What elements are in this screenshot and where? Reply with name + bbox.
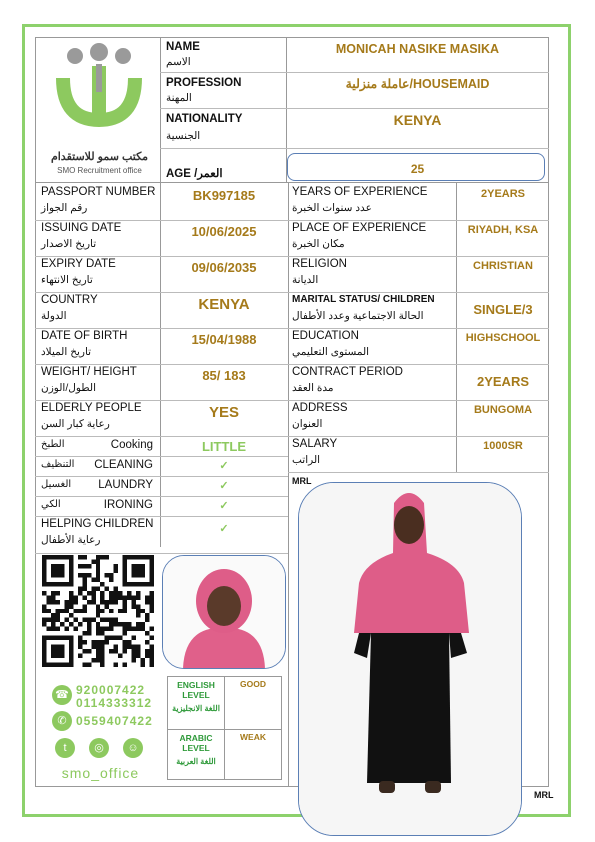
divider	[224, 676, 225, 780]
age-value: 25	[410, 162, 425, 176]
field-label-ar: مدة العقد	[292, 382, 334, 394]
divider	[35, 553, 288, 554]
divider	[288, 400, 549, 401]
field-label: CONTRACT PERIOD	[292, 366, 403, 378]
field-label-ar: مكان الخبرة	[292, 238, 345, 250]
divider	[35, 496, 288, 497]
field-value: CHRISTIAN	[473, 260, 533, 272]
field-label-ar: المستوى التعليمي	[292, 346, 370, 358]
divider	[35, 436, 288, 437]
field-label: EXPIRY DATE	[41, 258, 116, 270]
field-value: HIGHSCHOOL	[465, 332, 541, 344]
check-icon: ✓	[219, 460, 229, 472]
skill-label-en: LAUNDRY	[98, 479, 153, 491]
field-label: ISSUING DATE	[41, 222, 122, 234]
field-label: WEIGHT/ HEIGHT	[41, 366, 137, 378]
check-icon: ✓	[219, 523, 229, 535]
skill-label-en: CLEANING	[94, 459, 153, 471]
whatsapp-icon: ✆	[52, 711, 72, 731]
field-label: RELIGION	[292, 258, 347, 270]
language-label: ENGLISH LEVEL	[177, 680, 215, 700]
field-label-ar: عدد سنوات الخبرة	[292, 202, 372, 214]
divider	[288, 182, 289, 472]
language-label: ARABIC LEVEL	[179, 733, 213, 753]
field-label: COUNTRY	[41, 294, 98, 306]
phone-icon: ☎	[52, 685, 72, 705]
skill-label	[41, 499, 153, 511]
nationality-label-ar: الجنسية	[166, 130, 201, 142]
social-handle: smo_office	[61, 765, 140, 781]
field-value: BUNGOMA	[473, 404, 533, 416]
skill-label-ar: رعاية الأطفال	[41, 534, 101, 546]
language-label-ar: اللغة الانجليزية	[172, 704, 220, 713]
divider	[160, 72, 549, 73]
divider	[288, 472, 289, 786]
field-value: 1000SR	[483, 440, 523, 452]
skill-label-en: Cooking	[110, 439, 153, 451]
divider	[35, 516, 288, 517]
field-value: RIYADH, KSA	[467, 224, 539, 236]
skill-label	[41, 479, 153, 491]
profession-label: PROFESSION	[166, 77, 242, 89]
field-value: SINGLE/3	[473, 302, 533, 317]
field-label: ELDERLY PEOPLE	[41, 402, 142, 414]
name-label-ar: الاسم	[166, 56, 191, 68]
skill-label-ar: الغسيل	[41, 479, 72, 490]
whatsapp-number: 0559407422	[76, 714, 153, 728]
divider	[35, 400, 288, 401]
field-label-ar: تاريخ الميلاد	[41, 346, 92, 358]
divider	[35, 364, 288, 365]
phone-2: 0114333312	[76, 696, 153, 710]
field-label: SALARY	[292, 438, 338, 450]
portrait-photo	[162, 555, 286, 669]
field-label: DATE OF BIRTH	[41, 330, 128, 342]
divider	[160, 37, 161, 182]
age-label: AGE /العمر	[166, 168, 223, 180]
divider	[456, 182, 457, 472]
divider	[35, 476, 288, 477]
mrl-label-bottom: MRL	[534, 790, 554, 800]
field-label: EDUCATION	[292, 330, 359, 342]
divider	[35, 182, 549, 183]
divider	[288, 292, 549, 293]
agency-name-ar: مكتب سمو للاستقدام	[50, 151, 149, 163]
field-value: 09/06/2035	[191, 260, 257, 275]
qr-code-icon	[42, 555, 154, 667]
skill-value: LITTLE	[201, 439, 247, 454]
field-label-ar: تاريخ الاصدار	[41, 238, 97, 250]
skill-label-ar: التنظيف	[41, 459, 75, 470]
profession-label-ar: المهنة	[166, 92, 192, 104]
divider	[167, 729, 282, 730]
divider	[160, 108, 549, 109]
divider	[35, 256, 288, 257]
divider	[35, 328, 288, 329]
field-label: YEARS OF EXPERIENCE	[292, 186, 428, 198]
skill-label-ar: الكي	[41, 499, 61, 510]
skill-label	[41, 439, 153, 451]
mrl-label-top: MRL	[292, 476, 312, 486]
full-body-photo	[298, 482, 522, 836]
name-label: NAME	[166, 41, 200, 53]
field-label-ar: الديانة	[292, 274, 319, 286]
field-value: 2YEARS	[480, 188, 526, 200]
field-label-ar: رعاية كبار السن	[41, 418, 110, 430]
nationality-label: NATIONALITY	[166, 113, 243, 125]
name-value: MONICAH NASIKE MASIKA	[335, 42, 500, 56]
field-value: 15/04/1988	[191, 332, 257, 347]
field-value: BK997185	[192, 188, 256, 203]
skill-label-en: IRONING	[103, 499, 153, 511]
field-value: YES	[208, 404, 239, 421]
check-icon: ✓	[219, 480, 229, 492]
divider	[35, 292, 288, 293]
snapchat-icon: ☺	[123, 738, 143, 758]
smo-logo-icon	[55, 42, 145, 142]
field-value: 85/ 183	[202, 368, 246, 383]
field-label-ar: تاريخ الانتهاء	[41, 274, 93, 286]
language-level: WEAK	[240, 732, 266, 742]
agency-logo	[55, 42, 145, 142]
field-label-ar: رقم الجواز	[41, 202, 88, 214]
field-label-ar: العنوان	[292, 418, 323, 430]
skill-label-en: HELPING CHILDREN	[41, 518, 154, 530]
language-level: GOOD	[240, 679, 266, 689]
field-label: ADDRESS	[292, 402, 348, 414]
skill-label-ar: الطبخ	[41, 439, 65, 450]
divider	[288, 328, 549, 329]
field-label: PLACE OF EXPERIENCE	[292, 222, 427, 234]
field-value: KENYA	[198, 296, 250, 313]
field-label: MARITAL STATUS/ CHILDREN	[292, 294, 435, 305]
divider	[288, 364, 549, 365]
agency-name-en: SMO Recruitment office	[57, 166, 142, 175]
twitter-icon: t	[55, 738, 75, 758]
field-value: 2YEARS	[476, 374, 530, 389]
field-value: 10/06/2025	[191, 224, 257, 239]
check-icon: ✓	[219, 500, 229, 512]
field-label: PASSPORT NUMBER	[41, 186, 156, 198]
language-label-ar: اللغة العربية	[176, 757, 216, 766]
instagram-icon: ◎	[89, 738, 109, 758]
divider	[288, 472, 549, 473]
skill-label	[41, 459, 153, 471]
divider	[288, 256, 549, 257]
profession-value: عاملة منزلية/HOUSEMAID	[345, 77, 490, 91]
field-label-ar: الدولة	[41, 310, 67, 322]
divider	[288, 220, 549, 221]
phone-1: 920007422	[76, 683, 146, 697]
divider	[35, 456, 288, 457]
divider	[288, 436, 549, 437]
field-label-ar: الطول/الوزن	[41, 382, 97, 394]
field-label-ar: الحالة الاجتماعية وعدد الأطفال	[292, 310, 424, 322]
nationality-value: KENYA	[393, 112, 442, 128]
divider	[35, 220, 288, 221]
field-label-ar: الراتب	[292, 454, 321, 466]
divider	[160, 148, 549, 149]
